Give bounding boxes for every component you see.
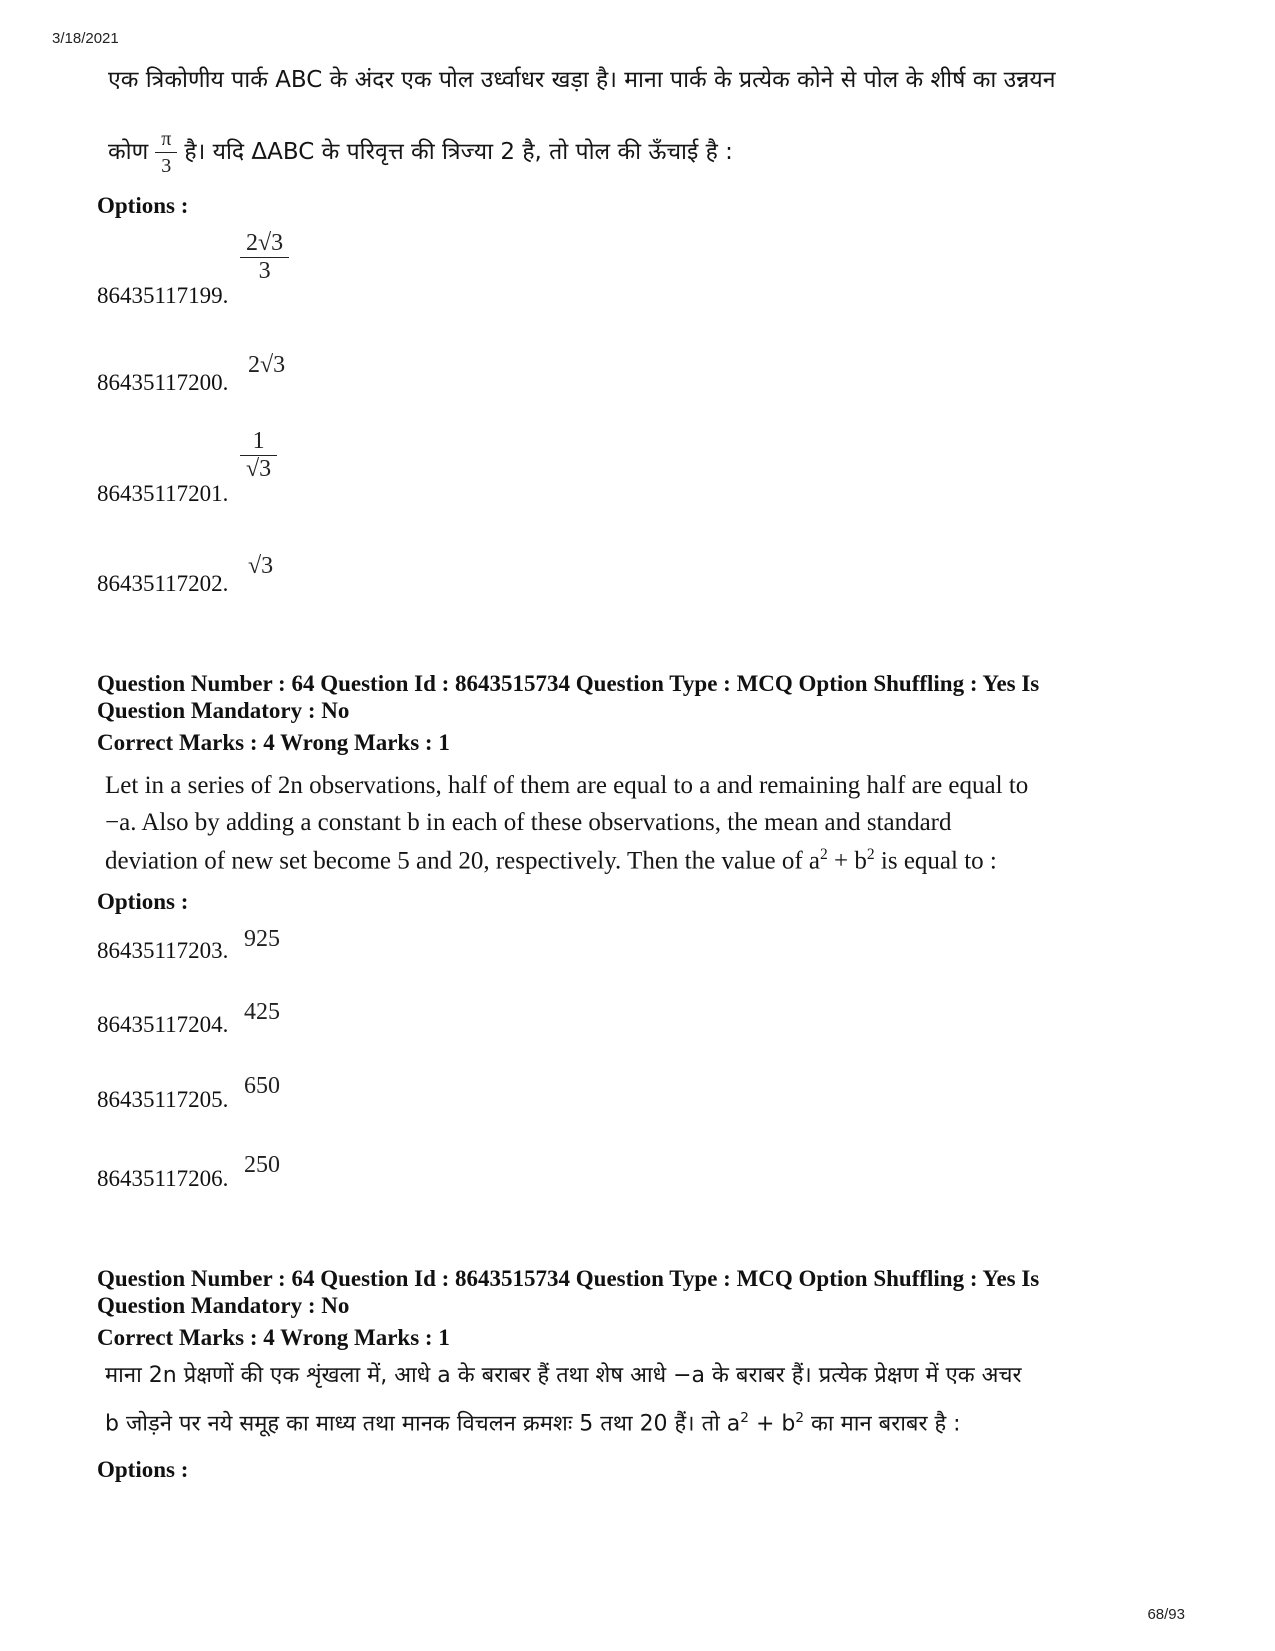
q64-meta-line1: Question Number : 64 Question Id : 8643515734 Question Type : MCQ Option Shuffling : Yes Is: [97, 671, 1040, 696]
option-value[interactable]: √3: [248, 553, 274, 579]
fraction-numerator: 2√3: [246, 230, 284, 256]
q63-prefix: कोण: [108, 138, 149, 165]
page-number: 68/93: [1147, 1606, 1185, 1623]
option-id: 86435117205.: [97, 1087, 229, 1112]
q64-text-line1: Let in a series of 2n observations, half of them are equal to a and remaining half are equal to: [105, 772, 1029, 799]
option-id: 86435117204.: [97, 1012, 229, 1037]
q64-text-line3: [105, 846, 997, 875]
q64h-text-line2-part: b जोड़ने पर नये समूह का माध्य तथा मानक विचलन क्रमशः 5 तथा 20 हैं। तो a: [105, 1411, 741, 1437]
q64h-meta-line2: Question Mandatory : No: [97, 1293, 350, 1318]
angle-fraction: [158, 126, 174, 179]
angle-denominator: 3: [155, 152, 177, 179]
option-id: 86435117202.: [97, 571, 229, 596]
fraction-denominator: 3: [240, 257, 289, 285]
option-value-fraction[interactable]: [243, 230, 286, 285]
option-value[interactable]: 250: [244, 1152, 280, 1178]
option-id: 86435117201.: [97, 481, 229, 506]
option-value-fraction[interactable]: [243, 428, 274, 483]
q64-text-line3-part: + b: [827, 847, 867, 875]
option-id: 86435117199.: [97, 283, 229, 308]
print-date: 3/18/2021: [52, 30, 119, 47]
q64-meta-line2: Question Mandatory : No: [97, 698, 350, 723]
q64h-options-label: Options :: [97, 1457, 189, 1482]
option-value[interactable]: 425: [244, 999, 280, 1025]
q64h-text-line2: [105, 1410, 961, 1439]
angle-numerator: π: [161, 128, 172, 150]
option-value[interactable]: 2√3: [248, 352, 286, 378]
q64h-text-line1: माना 2n प्रेक्षणों की एक शृंखला में, आधे a के बराबर हैं तथा शेष आधे −a के बराबर हैं। प्रत्येक प्रेक्षण में एक अचर: [105, 1363, 1022, 1388]
q64-text-line2: −a. Also by adding a constant b in each of these observations, the mean and standard: [105, 809, 952, 836]
q64-options-label: Options :: [97, 889, 189, 914]
q63-options-label: Options :: [97, 193, 189, 218]
option-id: 86435117203.: [97, 938, 229, 963]
q64h-text-line2-part: का मान बराबर है :: [804, 1411, 961, 1437]
q64-marks: Correct Marks : 4 Wrong Marks : 1: [97, 730, 450, 755]
option-id: 86435117206.: [97, 1166, 229, 1191]
q64h-marks: Correct Marks : 4 Wrong Marks : 1: [97, 1325, 450, 1350]
q63-text-line1: एक त्रिकोणीय पार्क ABC के अंदर एक पोल उर्ध्वाधर खड़ा है। माना पार्क के प्रत्येक कोने से पोल के शीर्ष का उन्नयन: [108, 67, 1056, 93]
option-id: 86435117200.: [97, 370, 229, 395]
superscript: 2: [820, 846, 828, 863]
q64h-meta-line1: Question Number : 64 Question Id : 8643515734 Question Type : MCQ Option Shuffling : Yes Is: [97, 1266, 1040, 1291]
superscript: 2: [795, 1410, 805, 1426]
q64h-text-line2-part: + b: [748, 1411, 796, 1437]
superscript: 2: [866, 846, 875, 863]
fraction-numerator: 1: [252, 428, 265, 454]
superscript: 2: [740, 1410, 749, 1426]
q64-text-line3-part: is equal to :: [874, 847, 997, 875]
fraction-denominator: √3: [240, 455, 277, 483]
q63-text-line2: [108, 126, 733, 179]
option-value[interactable]: 650: [244, 1073, 280, 1099]
q63-suffix: है। यदि ΔABC के परिवृत्त की त्रिज्या 2 है, तो पोल की ऊँचाई है :: [184, 138, 733, 165]
q64-text-line3-part: deviation of new set become 5 and 20, respectively. Then the value of a: [105, 847, 821, 875]
option-value[interactable]: 925: [244, 926, 280, 952]
